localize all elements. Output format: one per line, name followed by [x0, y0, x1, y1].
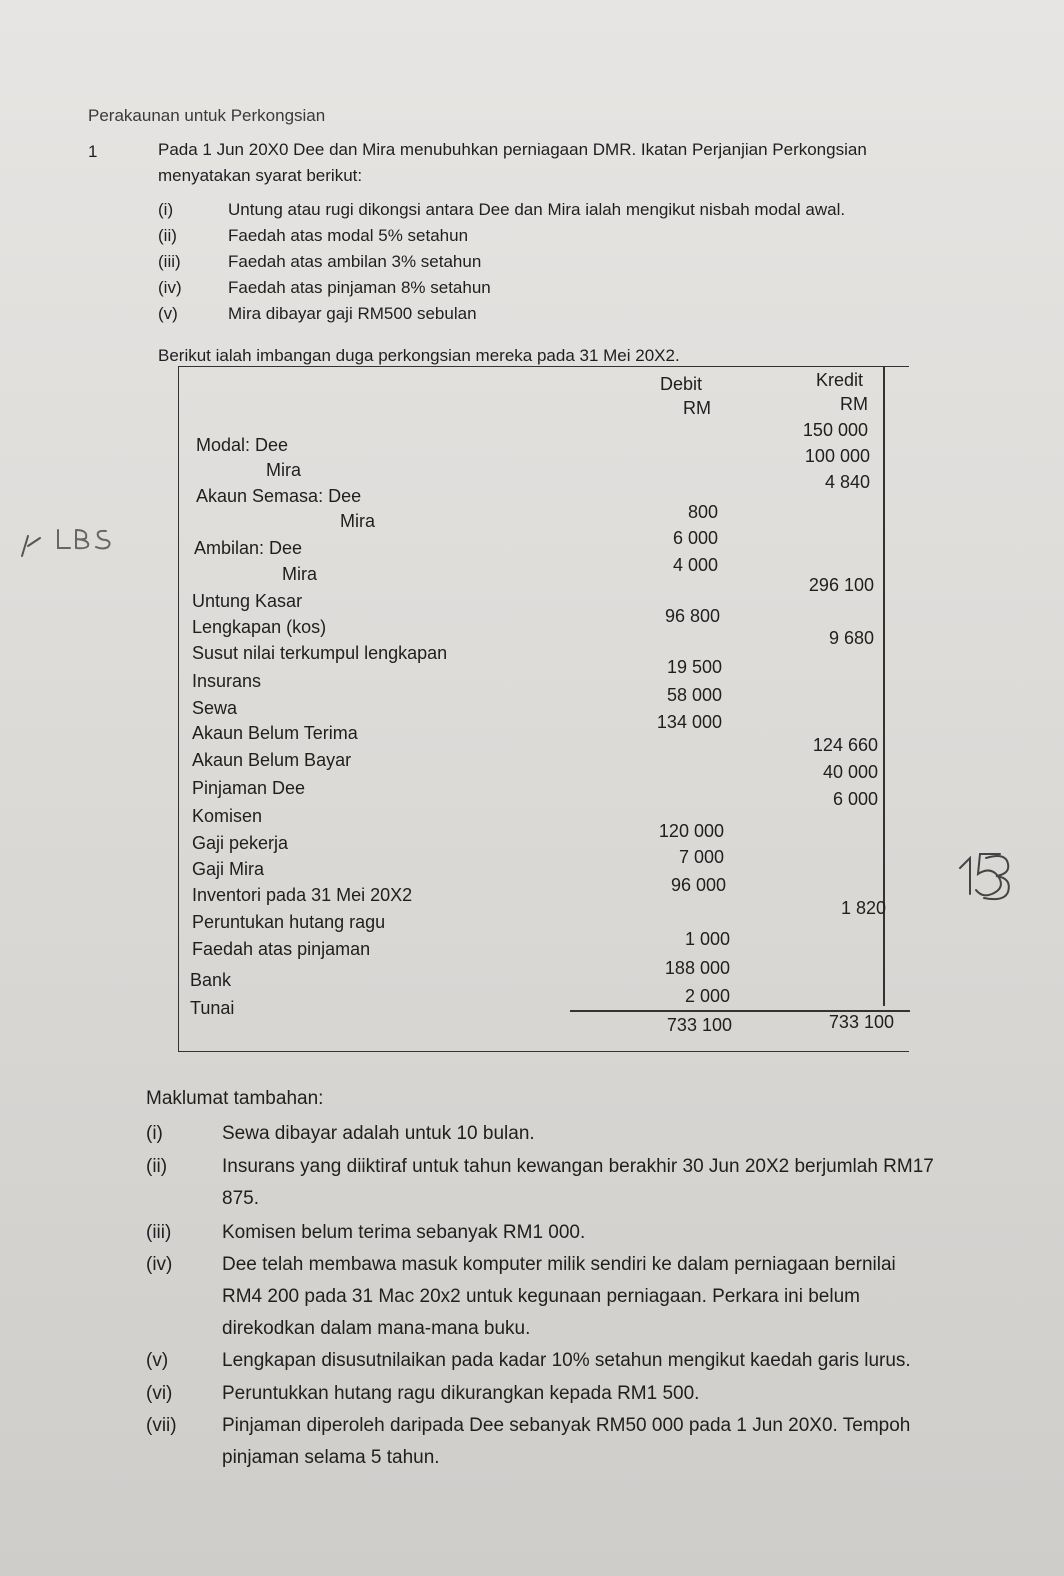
condition-text: Faedah atas pinjaman 8% setahun: [228, 278, 491, 297]
tb-account-label: Tunai: [190, 998, 235, 1018]
tb-debit-value: 800: [687, 502, 718, 522]
condition-item: [158, 200, 845, 220]
question-intro-line-2: menyatakan syarat berikut:: [158, 166, 363, 185]
section-header: Perakaunan untuk Perkongsian: [88, 106, 326, 125]
note-text: Lengkapan disusutnilaikan pada kadar 10% setahun mengikut kaedah garis lurus.: [222, 1350, 911, 1371]
condition-text: Faedah atas modal 5% setahun: [228, 226, 469, 245]
tb-account-label: Akaun Semasa: Dee: [196, 486, 362, 506]
condition-item: [158, 252, 481, 272]
note-label: (i): [146, 1123, 163, 1144]
note-text: 875.: [222, 1188, 259, 1209]
total-debit: 733 100: [666, 1015, 732, 1035]
note-label: (iv): [146, 1254, 173, 1275]
handwritten-score: [956, 848, 1016, 908]
note-label: (iii): [146, 1222, 172, 1243]
tb-credit-value: 124 660: [812, 735, 878, 755]
tb-account-label: Modal: Dee: [196, 435, 289, 455]
note-text: pinjaman selama 5 tahun.: [222, 1447, 440, 1468]
condition-item: [158, 304, 477, 324]
note-label: (vi): [146, 1383, 173, 1404]
tb-debit-value: 1 000: [684, 929, 730, 949]
total-credit: 733 100: [828, 1012, 894, 1032]
tb-account-label: Akaun Belum Bayar: [192, 750, 352, 770]
tb-account-label: Susut nilai terkumpul lengkapan: [192, 643, 448, 663]
tb-debit-value: 19 500: [666, 657, 722, 677]
tb-account-label: Bank: [190, 970, 232, 990]
tb-account-label: Sewa: [192, 698, 238, 718]
tb-account-label: Inventori pada 31 Mei 20X2: [192, 885, 413, 905]
tb-account-label: Peruntukan hutang ragu: [192, 912, 386, 932]
tb-account-label: Untung Kasar: [192, 591, 303, 611]
tb-credit-value: 6 000: [832, 789, 878, 809]
debit-header: Debit: [660, 374, 703, 394]
tb-debit-value: 134 000: [656, 712, 722, 732]
tb-debit-value: 4 000: [672, 555, 718, 575]
tb-account-label: Ambilan: Dee: [194, 538, 303, 558]
tb-credit-value: 296 100: [808, 575, 874, 595]
tb-credit-value: 9 680: [828, 628, 874, 648]
condition-label: (i): [158, 200, 174, 219]
credit-header: Kredit: [816, 370, 864, 390]
tb-account-label: Akaun Belum Terima: [192, 723, 358, 743]
tb-account-label: Mira: [266, 460, 301, 480]
tb-debit-value: 96 800: [664, 606, 720, 626]
notes-title: Maklumat tambahan:: [146, 1088, 324, 1109]
tb-credit-value: 150 000: [802, 420, 868, 440]
condition-item: [158, 278, 491, 298]
handwritten-margin-note: [18, 522, 128, 562]
tb-account-label: Insurans: [192, 671, 262, 691]
tb-account-label: Mira: [282, 564, 317, 584]
condition-text: Untung atau rugi dikongsi antara Dee dan Mira ialah mengikut nisbah modal awal.: [228, 200, 846, 219]
trial-balance-intro: Berikut ialah imbangan duga perkongsian mereka pada 31 Mei 20X2.: [158, 346, 680, 365]
tb-debit-value: 188 000: [664, 958, 730, 978]
note-text: RM4 200 pada 31 Mac 20x2 untuk kegunaan perniagaan. Perkara ini belum: [222, 1286, 860, 1307]
tb-debit-value: 58 000: [666, 685, 722, 705]
tb-debit-value: 2 000: [684, 986, 730, 1006]
note-label: (ii): [146, 1156, 168, 1177]
question-number: 1: [88, 142, 98, 161]
condition-text: Faedah atas ambilan 3% setahun: [228, 252, 482, 271]
tb-account-label: Gaji Mira: [192, 859, 265, 879]
tb-account-label: Lengkapan (kos): [192, 617, 327, 637]
tb-account-label: Pinjaman Dee: [192, 778, 306, 798]
note-text: direkodkan dalam mana-mana buku.: [222, 1318, 531, 1339]
condition-text: Mira dibayar gaji RM500 sebulan: [228, 304, 477, 323]
tb-debit-value: 6 000: [672, 528, 718, 548]
tb-credit-value: 4 840: [824, 472, 870, 492]
debit-currency: RM: [683, 398, 711, 418]
note-text: Insurans yang diiktiraf untuk tahun kewangan berakhir 30 Jun 20X2 berjumlah RM17: [222, 1156, 934, 1177]
condition-label: (iv): [158, 278, 182, 297]
tb-account-label: Faedah atas pinjaman: [192, 939, 371, 959]
note-text: Pinjaman diperoleh daripada Dee sebanyak RM50 000 pada 1 Jun 20X0. Tempoh: [222, 1415, 911, 1436]
tb-credit-value: 40 000: [822, 762, 878, 782]
condition-item: [158, 226, 468, 246]
note-label: (vii): [146, 1415, 177, 1436]
note-label: (v): [146, 1350, 169, 1371]
tb-debit-value: 96 000: [670, 875, 726, 895]
tb-account-label: Komisen: [192, 806, 263, 826]
credit-currency: RM: [840, 394, 868, 414]
tb-credit-value: 100 000: [804, 446, 870, 466]
condition-label: (v): [158, 304, 178, 323]
tb-debit-value: 120 000: [658, 821, 724, 841]
note-text: Sewa dibayar adalah untuk 10 bulan.: [222, 1123, 535, 1144]
tb-debit-value: 7 000: [678, 847, 724, 867]
tb-account-label: Gaji pekerja: [192, 833, 289, 853]
question-intro-line-1: Pada 1 Jun 20X0 Dee dan Mira menubuhkan perniagaan DMR. Ikatan Perjanjian Perkongsian: [158, 140, 867, 159]
tb-account-label: Mira: [340, 511, 375, 531]
note-text: Dee telah membawa masuk komputer milik sendiri ke dalam perniagaan bernilai: [222, 1254, 896, 1275]
note-text: Komisen belum terima sebanyak RM1 000.: [222, 1222, 586, 1243]
condition-label: (ii): [158, 226, 177, 245]
tb-credit-value: 1 820: [840, 898, 886, 918]
note-text: Peruntukkan hutang ragu dikurangkan kepada RM1 500.: [222, 1383, 700, 1404]
condition-label: (iii): [158, 252, 181, 271]
